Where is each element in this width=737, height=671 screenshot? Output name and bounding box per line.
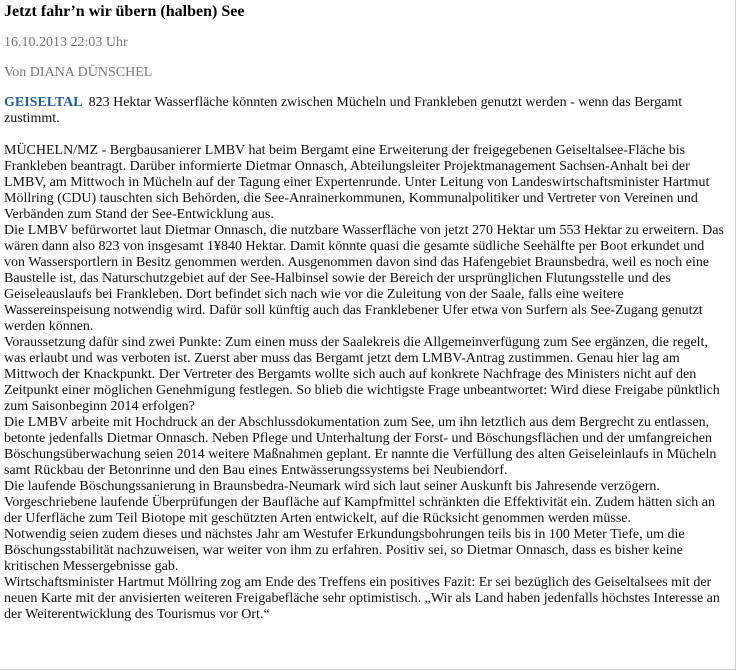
- article-lead: [4, 95, 726, 127]
- article-date: 16.10.2013 22:03 Uhr: [4, 35, 128, 50]
- body-paragraph: Voraussetzung dafür sind zwei Punkte: Zum einen muss der Saalekreis die Allgemeinverfügung zum See ergänzen, die regelt, was erlaubt und was verboten ist. Zuerst aber muss das Bergamt jetzt dem LMBV-Antrag zustimmen. Genau hier lag am Mittwoch der Knackpunkt. Der Vertreter des Bergamts wollte sich auch auf konkrete Nachfrage des Ministers nicht auf den Zeitpunkt einer möglichen Genehmigung festlegen. So blieb die wichtigste Frage unbeantwortet: Wird diese Freigabe pünktlich zum Saisonbeginn 2014 erfolgen?: [4, 335, 720, 414]
- body-paragraph: Wirtschaftsminister Hartmut Möllring zog am Ende des Treffens ein positives Fazit: Er sei bezüglich des Geiseltalsees mit der neuen Karte mit der anvisierten weiteren Freigabefläche sehr optimistisch. „Wir als Land haben jedenfalls höchstes Interesse an der Weiterentwicklung des Tourismus vor Ort.“: [4, 575, 720, 622]
- lead-location: GEISELTAL: [4, 95, 83, 110]
- article-body: [4, 143, 726, 623]
- body-paragraph: Notwendig seien zudem dieses und nächstes Jahr am Westufer Erkundungsbohrungen teils bis in 100 Meter Tiefe, um die Böschungsstabilität nachzuweisen, war weiter von ihm zu erfahren. Positiv sei, so Dietmar Onnasch, dass es bisher keine kritischen Messergebnisse gab.: [4, 527, 685, 574]
- body-paragraph: Die laufende Böschungssanierung in Braunsbedra-Neumark wird sich laut seiner Auskunft bis Jahresende verzögern. Vorgeschriebene laufende Überprüfungen der Baufläche auf Kampfmittel schränkten die Effektivität ein. Zudem hätten sich an der Uferfläche zum Teil Biotope mit geschützten Arten entwickelt, auf die Rücksicht genommen werden müsse.: [4, 479, 716, 526]
- body-paragraph: Die LMBV arbeite mit Hochdruck an der Abschlussdokumentation zum See, um ihn letztlich aus dem Bergrecht zu entlassen, betonte jedenfalls Dietmar Onnasch. Neben Pflege und Unterhaltung der Forst- und Böschungsflächen und der umfangreichen Böschungsüberwachung seien 2014 weitere Maßnahmen geplant. Er nannte die Verfüllung des alten Geiseleinlaufs in Mücheln samt Rückbau der Betonrinne und den Bau eines Entwässerungssystems bei Neubiendorf.: [4, 415, 717, 478]
- article-author: Von DIANA DÜNSCHEL: [4, 65, 153, 80]
- article-headline: Jetzt fahr’n wir übern (halben) See: [4, 3, 245, 20]
- body-paragraph: Die LMBV befürwortet laut Dietmar Onnasch, die nutzbare Wasserfläche von jetzt 270 Hektar um 553 Hektar zu erweitern. Das wären dann also 823 von insgesamt 1¥840 Hektar. Damit könnte quasi die gesamte südliche Seehälfte per Boot erkundet und von Wassersportlern in Besitz genommen werden. Ausgenommen davon sind das Hafengebiet Braunsbedra, weil es noch eine Baustelle ist, das Naturschutzgebiet auf der See-Halbinsel sowie der Bereich der ursprünglichen Flutungsstelle und des Geiseleauslaufs bei Frankleben. Dort befindet sich nach wie vor die Zuleitung von der Saale, falls eine weitere Wassereinspeisung notwendig wird. Dafür soll künftig auch das Franklebener Ufer etwa von Surfern als See-Zugang genutzt werden können.: [4, 223, 724, 334]
- article: [4, 2, 726, 623]
- body-paragraph: MÜCHELN/MZ - Bergbausanierer LMBV hat beim Bergamt eine Erweiterung der freigegebenen Geiseltalsee-Fläche bis Frankleben beantragt. Darüber informierte Dietmar Onnasch, Abteilungsleiter Projektmanagement Sachsen-Anhalt bei der LMBV, am Mittwoch in Mücheln auf der Tagung einer Expertenrunde. Unter Leitung von Landeswirtschaftsminister Hartmut Möllring (CDU) tauschten sich Behörden, die See-Anrainerkommunen, Kommunalpolitiker und Vertreter von Vereinen und Verbänden zum Stand der See-Entwicklung aus.: [4, 143, 710, 222]
- lead-text: 823 Hektar Wasserfläche könnten zwischen Mücheln und Frankleben genutzt werden - wenn das Bergamt zustimmt.: [4, 95, 683, 126]
